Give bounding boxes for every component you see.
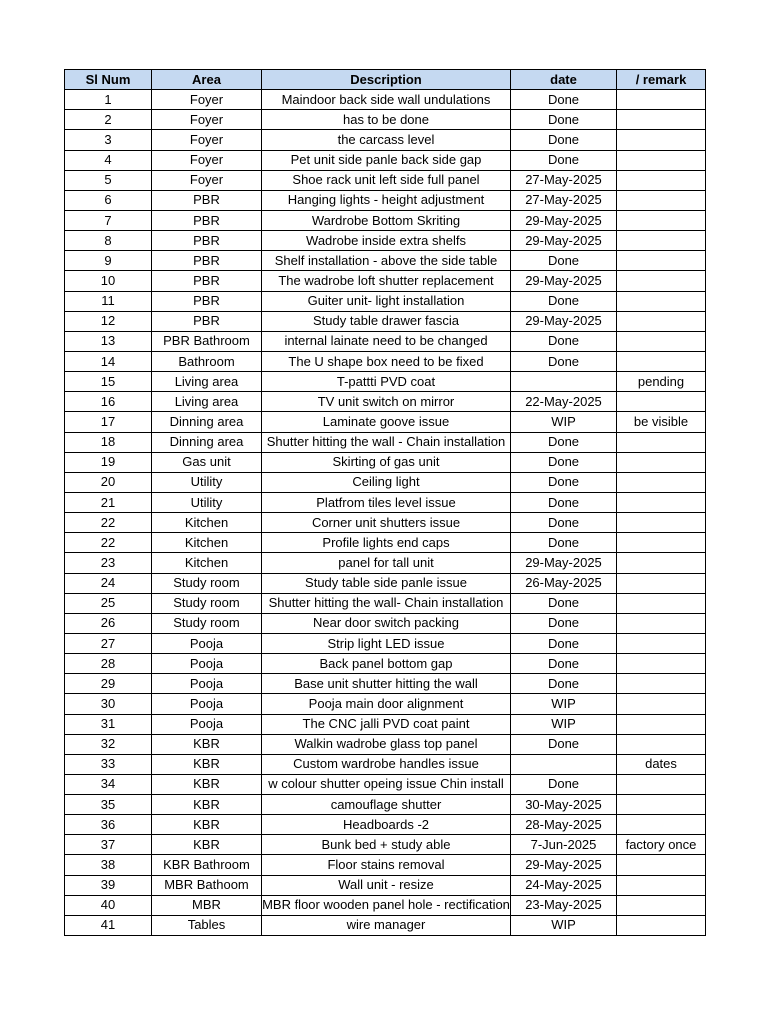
table-row	[65, 110, 706, 130]
cell-description[interactable]: Near door switch packing	[262, 613, 511, 633]
cell-area[interactable]: Foyer	[152, 150, 262, 170]
table-row	[65, 412, 706, 432]
cell-remark[interactable]	[617, 170, 706, 190]
cell-remark[interactable]: be visible	[617, 412, 706, 432]
cell-remark[interactable]	[617, 915, 706, 935]
cell-remark[interactable]	[617, 895, 706, 915]
cell-remark[interactable]	[617, 633, 706, 653]
cell-description[interactable]: panel for tall unit	[262, 553, 511, 573]
cell-remark[interactable]	[617, 654, 706, 674]
cell-description[interactable]: Corner unit shutters issue	[262, 513, 511, 533]
table-row	[65, 593, 706, 613]
cell-date[interactable]: Done	[511, 492, 617, 512]
cell-description[interactable]: the carcass level	[262, 130, 511, 150]
cell-sl-num[interactable]: 39	[65, 875, 152, 895]
cell-date[interactable]: Done	[511, 674, 617, 694]
cell-date[interactable]: WIP	[511, 694, 617, 714]
cell-date[interactable]: 29-May-2025	[511, 311, 617, 331]
table-row	[65, 452, 706, 472]
table-row	[65, 674, 706, 694]
cell-remark[interactable]: factory once	[617, 835, 706, 855]
cell-sl-num[interactable]: 4	[65, 150, 152, 170]
table-row	[65, 392, 706, 412]
cell-remark[interactable]	[617, 190, 706, 210]
cell-description[interactable]: Shutter hitting the wall- Chain installation	[262, 593, 511, 613]
cell-area[interactable]: Pooja	[152, 714, 262, 734]
cell-remark[interactable]	[617, 150, 706, 170]
cell-description[interactable]: Pooja main door alignment	[262, 694, 511, 714]
cell-sl-num[interactable]: 38	[65, 855, 152, 875]
cell-sl-num[interactable]: 19	[65, 452, 152, 472]
cell-area[interactable]: KBR	[152, 795, 262, 815]
cell-sl-num[interactable]: 2	[65, 110, 152, 130]
cell-date[interactable]: Done	[511, 734, 617, 754]
cell-date[interactable]: 29-May-2025	[511, 855, 617, 875]
cell-sl-num[interactable]: 36	[65, 815, 152, 835]
cell-sl-num[interactable]: 40	[65, 895, 152, 915]
cell-date[interactable]: 29-May-2025	[511, 553, 617, 573]
cell-area[interactable]: KBR	[152, 754, 262, 774]
cell-remark[interactable]	[617, 90, 706, 110]
cell-sl-num[interactable]: 12	[65, 311, 152, 331]
cell-sl-num[interactable]: 7	[65, 210, 152, 230]
cell-sl-num[interactable]: 22	[65, 533, 152, 553]
cell-area[interactable]: Utility	[152, 492, 262, 512]
cell-sl-num[interactable]: 23	[65, 553, 152, 573]
cell-area[interactable]: Study room	[152, 613, 262, 633]
table-row	[65, 754, 706, 774]
cell-description[interactable]: Walkin wadrobe glass top panel	[262, 734, 511, 754]
cell-sl-num[interactable]: 28	[65, 654, 152, 674]
cell-remark[interactable]	[617, 533, 706, 553]
cell-description[interactable]: TV unit switch on mirror	[262, 392, 511, 412]
table-row	[65, 633, 706, 653]
cell-description[interactable]: Pet unit side panle back side gap	[262, 150, 511, 170]
table-row	[65, 472, 706, 492]
cell-description[interactable]: T-pattti PVD coat	[262, 372, 511, 392]
cell-description[interactable]: Skirting of gas unit	[262, 452, 511, 472]
cell-description[interactable]: Platfrom tiles level issue	[262, 492, 511, 512]
cell-remark[interactable]	[617, 714, 706, 734]
cell-area[interactable]: KBR	[152, 815, 262, 835]
cell-area[interactable]: Kitchen	[152, 533, 262, 553]
cell-description[interactable]: has to be done	[262, 110, 511, 130]
cell-area[interactable]: Foyer	[152, 110, 262, 130]
cell-sl-num[interactable]: 21	[65, 492, 152, 512]
cell-sl-num[interactable]: 5	[65, 170, 152, 190]
table-row	[65, 190, 706, 210]
table-row	[65, 492, 706, 512]
cell-date[interactable]: Done	[511, 533, 617, 553]
cell-sl-num[interactable]: 29	[65, 674, 152, 694]
cell-area[interactable]: Foyer	[152, 90, 262, 110]
table-row	[65, 513, 706, 533]
cell-remark[interactable]	[617, 875, 706, 895]
cell-description[interactable]: Maindoor back side wall undulations	[262, 90, 511, 110]
cell-remark[interactable]	[617, 472, 706, 492]
cell-sl-num[interactable]: 31	[65, 714, 152, 734]
cell-date[interactable]	[511, 372, 617, 392]
cell-date[interactable]: 28-May-2025	[511, 815, 617, 835]
cell-date[interactable]: 27-May-2025	[511, 190, 617, 210]
table-row	[65, 654, 706, 674]
cell-date[interactable]: Done	[511, 593, 617, 613]
table-row	[65, 553, 706, 573]
snag-list-table	[64, 69, 706, 936]
cell-description[interactable]: Study table drawer fascia	[262, 311, 511, 331]
table-row	[65, 170, 706, 190]
cell-area[interactable]: PBR	[152, 271, 262, 291]
cell-date[interactable]: Done	[511, 654, 617, 674]
cell-description[interactable]: internal lainate need to be changed	[262, 331, 511, 351]
table-row	[65, 351, 706, 371]
cell-description[interactable]: The wadrobe loft shutter replacement	[262, 271, 511, 291]
cell-sl-num[interactable]: 3	[65, 130, 152, 150]
cell-sl-num[interactable]: 20	[65, 472, 152, 492]
cell-description[interactable]: Back panel bottom gap	[262, 654, 511, 674]
cell-sl-num[interactable]: 9	[65, 251, 152, 271]
cell-date[interactable]: Done	[511, 291, 617, 311]
cell-date[interactable]: Done	[511, 452, 617, 472]
cell-area[interactable]: Study room	[152, 573, 262, 593]
cell-description[interactable]: Shutter hitting the wall - Chain installation	[262, 432, 511, 452]
cell-remark[interactable]	[617, 855, 706, 875]
cell-date[interactable]: WIP	[511, 714, 617, 734]
cell-remark[interactable]: dates	[617, 754, 706, 774]
cell-description[interactable]: Base unit shutter hitting the wall	[262, 674, 511, 694]
cell-description[interactable]: Floor stains removal	[262, 855, 511, 875]
cell-area[interactable]: Pooja	[152, 674, 262, 694]
cell-description[interactable]: Hanging lights - height adjustment	[262, 190, 511, 210]
table-row	[65, 372, 706, 392]
cell-sl-num[interactable]: 6	[65, 190, 152, 210]
cell-remark[interactable]	[617, 815, 706, 835]
cell-sl-num[interactable]: 18	[65, 432, 152, 452]
cell-area[interactable]: Dinning area	[152, 432, 262, 452]
cell-area[interactable]: MBR Bathoom	[152, 875, 262, 895]
table-row	[65, 694, 706, 714]
cell-sl-num[interactable]: 34	[65, 774, 152, 794]
cell-area[interactable]: Gas unit	[152, 452, 262, 472]
cell-remark[interactable]	[617, 573, 706, 593]
cell-date[interactable]: Done	[511, 432, 617, 452]
cell-remark[interactable]	[617, 271, 706, 291]
table-row	[65, 895, 706, 915]
cell-area[interactable]: Study room	[152, 593, 262, 613]
cell-date[interactable]: Done	[511, 150, 617, 170]
cell-description[interactable]: Wadrobe inside extra shelfs	[262, 231, 511, 251]
cell-remark[interactable]	[617, 452, 706, 472]
cell-area[interactable]: PBR	[152, 311, 262, 331]
cell-date[interactable]: Done	[511, 774, 617, 794]
cell-remark[interactable]	[617, 251, 706, 271]
cell-sl-num[interactable]: 15	[65, 372, 152, 392]
table-row	[65, 855, 706, 875]
table-row	[65, 774, 706, 794]
cell-remark[interactable]	[617, 210, 706, 230]
cell-sl-num[interactable]: 24	[65, 573, 152, 593]
table-row	[65, 815, 706, 835]
cell-date[interactable]	[511, 754, 617, 774]
cell-area[interactable]: Foyer	[152, 130, 262, 150]
cell-area[interactable]: Utility	[152, 472, 262, 492]
cell-sl-num[interactable]: 33	[65, 754, 152, 774]
cell-description[interactable]: Ceiling light	[262, 472, 511, 492]
cell-area[interactable]: Living area	[152, 372, 262, 392]
cell-area[interactable]: KBR	[152, 774, 262, 794]
cell-sl-num[interactable]: 35	[65, 795, 152, 815]
table-row	[65, 613, 706, 633]
cell-sl-num[interactable]: 8	[65, 231, 152, 251]
header-description: Description	[262, 70, 511, 90]
table-row	[65, 130, 706, 150]
cell-area[interactable]: Pooja	[152, 694, 262, 714]
cell-date[interactable]: 29-May-2025	[511, 210, 617, 230]
cell-remark[interactable]	[617, 331, 706, 351]
cell-description[interactable]: Wall unit - resize	[262, 875, 511, 895]
cell-area[interactable]: Tables	[152, 915, 262, 935]
cell-description[interactable]: w colour shutter opeing issue Chin install	[262, 774, 511, 794]
cell-date[interactable]: 29-May-2025	[511, 271, 617, 291]
cell-description[interactable]: Headboards -2	[262, 815, 511, 835]
header-row	[65, 70, 706, 90]
cell-sl-num[interactable]: 30	[65, 694, 152, 714]
cell-area[interactable]: PBR	[152, 190, 262, 210]
cell-date[interactable]: Done	[511, 472, 617, 492]
table-row	[65, 915, 706, 935]
cell-area[interactable]: PBR	[152, 210, 262, 230]
table-row	[65, 231, 706, 251]
cell-sl-num[interactable]: 10	[65, 271, 152, 291]
cell-remark[interactable]	[617, 392, 706, 412]
cell-date[interactable]: 29-May-2025	[511, 231, 617, 251]
table-row	[65, 331, 706, 351]
cell-area[interactable]: Kitchen	[152, 553, 262, 573]
cell-description[interactable]: Laminate goove issue	[262, 412, 511, 432]
cell-remark[interactable]	[617, 492, 706, 512]
cell-area[interactable]: Pooja	[152, 633, 262, 653]
cell-date[interactable]: WIP	[511, 915, 617, 935]
cell-date[interactable]: 23-May-2025	[511, 895, 617, 915]
cell-sl-num[interactable]: 16	[65, 392, 152, 412]
header-remark: / remark	[617, 70, 706, 90]
table-row	[65, 533, 706, 553]
cell-date[interactable]: 30-May-2025	[511, 795, 617, 815]
header-sl-num: Sl Num	[65, 70, 152, 90]
cell-remark[interactable]	[617, 593, 706, 613]
cell-date[interactable]: Done	[511, 251, 617, 271]
header-area: Area	[152, 70, 262, 90]
cell-area[interactable]: Living area	[152, 392, 262, 412]
cell-remark[interactable]	[617, 130, 706, 150]
table-row	[65, 271, 706, 291]
cell-description[interactable]: Shelf installation - above the side table	[262, 251, 511, 271]
cell-sl-num[interactable]: 14	[65, 351, 152, 371]
cell-remark[interactable]	[617, 553, 706, 573]
cell-description[interactable]: Bunk bed + study able	[262, 835, 511, 855]
cell-date[interactable]: Done	[511, 331, 617, 351]
cell-description[interactable]: Shoe rack unit left side full panel	[262, 170, 511, 190]
cell-sl-num[interactable]: 1	[65, 90, 152, 110]
cell-area[interactable]: Kitchen	[152, 513, 262, 533]
cell-description[interactable]: The CNC jalli PVD coat paint	[262, 714, 511, 734]
cell-description[interactable]: Guiter unit- light installation	[262, 291, 511, 311]
cell-remark[interactable]	[617, 613, 706, 633]
cell-sl-num[interactable]: 26	[65, 613, 152, 633]
cell-area[interactable]: KBR	[152, 835, 262, 855]
table-row	[65, 835, 706, 855]
cell-sl-num[interactable]: 13	[65, 331, 152, 351]
cell-date[interactable]: Done	[511, 351, 617, 371]
table-row	[65, 291, 706, 311]
cell-description[interactable]: MBR floor wooden panel hole - rectification	[262, 895, 511, 915]
cell-sl-num[interactable]: 22	[65, 513, 152, 533]
cell-area[interactable]: PBR	[152, 231, 262, 251]
table-row	[65, 875, 706, 895]
cell-sl-num[interactable]: 32	[65, 734, 152, 754]
cell-area[interactable]: Dinning area	[152, 412, 262, 432]
cell-area[interactable]: Foyer	[152, 170, 262, 190]
cell-description[interactable]: The U shape box need to be fixed	[262, 351, 511, 371]
table-row	[65, 90, 706, 110]
table-row	[65, 210, 706, 230]
cell-sl-num[interactable]: 27	[65, 633, 152, 653]
header-date: date	[511, 70, 617, 90]
cell-remark[interactable]	[617, 734, 706, 754]
table-row	[65, 734, 706, 754]
cell-description[interactable]: wire manager	[262, 915, 511, 935]
cell-remark[interactable]	[617, 513, 706, 533]
cell-area[interactable]: KBR Bathroom	[152, 855, 262, 875]
table-row	[65, 150, 706, 170]
cell-date[interactable]: Done	[511, 613, 617, 633]
cell-description[interactable]: camouflage shutter	[262, 795, 511, 815]
cell-remark[interactable]: pending	[617, 372, 706, 392]
cell-remark[interactable]	[617, 694, 706, 714]
cell-remark[interactable]	[617, 231, 706, 251]
cell-area[interactable]: Pooja	[152, 654, 262, 674]
cell-description[interactable]: Profile lights end caps	[262, 533, 511, 553]
cell-sl-num[interactable]: 17	[65, 412, 152, 432]
cell-date[interactable]: 26-May-2025	[511, 573, 617, 593]
table-row	[65, 432, 706, 452]
cell-area[interactable]: KBR	[152, 734, 262, 754]
cell-remark[interactable]	[617, 774, 706, 794]
table-row	[65, 573, 706, 593]
cell-date[interactable]: Done	[511, 110, 617, 130]
cell-description[interactable]: Strip light LED issue	[262, 633, 511, 653]
table-row	[65, 311, 706, 331]
cell-area[interactable]: PBR	[152, 291, 262, 311]
cell-remark[interactable]	[617, 351, 706, 371]
cell-date[interactable]: Done	[511, 513, 617, 533]
cell-description[interactable]: Wardrobe Bottom Skriting	[262, 210, 511, 230]
cell-sl-num[interactable]: 37	[65, 835, 152, 855]
cell-date[interactable]: Done	[511, 130, 617, 150]
cell-remark[interactable]	[617, 674, 706, 694]
cell-sl-num[interactable]: 25	[65, 593, 152, 613]
cell-area[interactable]: MBR	[152, 895, 262, 915]
cell-date[interactable]: 22-May-2025	[511, 392, 617, 412]
cell-description[interactable]: Study table side panle issue	[262, 573, 511, 593]
cell-remark[interactable]	[617, 311, 706, 331]
cell-sl-num[interactable]: 11	[65, 291, 152, 311]
table-row	[65, 251, 706, 271]
cell-area[interactable]: PBR	[152, 251, 262, 271]
table-row	[65, 714, 706, 734]
cell-area[interactable]: Bathroom	[152, 351, 262, 371]
cell-date[interactable]: 27-May-2025	[511, 170, 617, 190]
cell-remark[interactable]	[617, 432, 706, 452]
cell-date[interactable]: 24-May-2025	[511, 875, 617, 895]
cell-date[interactable]: 7-Jun-2025	[511, 835, 617, 855]
table-row	[65, 795, 706, 815]
cell-remark[interactable]	[617, 110, 706, 130]
cell-area[interactable]: PBR Bathroom	[152, 331, 262, 351]
cell-sl-num[interactable]: 41	[65, 915, 152, 935]
cell-date[interactable]: WIP	[511, 412, 617, 432]
cell-description[interactable]: Custom wardrobe handles issue	[262, 754, 511, 774]
cell-remark[interactable]	[617, 291, 706, 311]
cell-remark[interactable]	[617, 795, 706, 815]
cell-date[interactable]: Done	[511, 90, 617, 110]
cell-date[interactable]: Done	[511, 633, 617, 653]
